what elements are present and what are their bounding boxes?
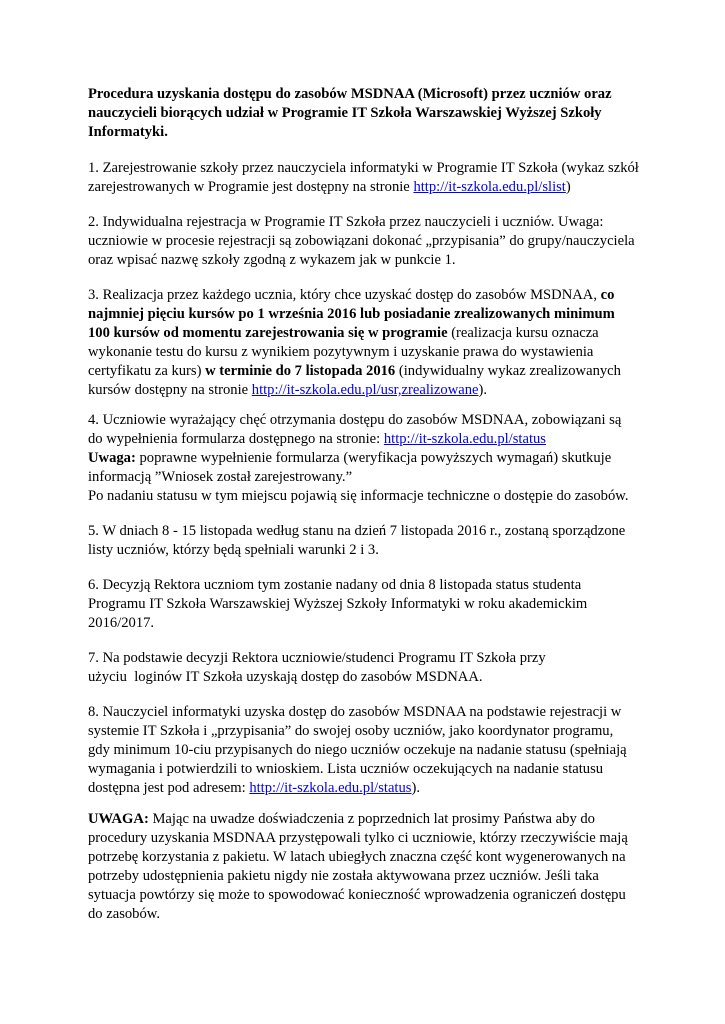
bold-text: 100 kursów od momentu zarejestrowania się w programie [88, 325, 448, 341]
paragraph-8 [88, 703, 648, 798]
text-line: 2. Indywidualna rejestracja w Programie IT Szkoła przez nauczycieli i uczniów. Uwaga: [88, 214, 604, 230]
text-line: potrzeby udostępnienia pakietu nigdy nie została aktywowana przez uczniów. Jeśli taka [88, 868, 599, 884]
paragraph-warning [88, 810, 648, 924]
text-span: dostępna jest pod adresem: [88, 780, 250, 796]
paragraph-3 [88, 286, 648, 400]
text-line: wymagania i potwierdzili to wnioskiem. Lista uczniów oczekujących na nadanie statusu [88, 761, 604, 777]
text-line: informacją ”Wniosek został zarejestrowany.” [88, 469, 353, 485]
text-span: kursów dostępny na stronie [88, 382, 252, 398]
text-line: listy uczniów, którzy będą spełniali warunki 2 i 3. [88, 542, 379, 558]
completed-courses-link[interactable]: http://it-szkola.edu.pl/usr,zrealizowane [251, 382, 479, 398]
text-line [88, 178, 648, 197]
text-line: sytuacja powtórzy się może to spowodować konieczność wprowadzenia ograniczeń dostępu [88, 887, 626, 903]
text-line: do zasobów. [88, 906, 161, 922]
title-line: Informatyki. [88, 124, 168, 140]
text-line: systemie IT Szkoła i „przypisania” do swojej osoby uczniów, jako koordynator programu, [88, 723, 614, 739]
text-line: Po nadaniu statusu w tym miejscu pojawią się informacje techniczne o dostępie do zasobów. [88, 488, 629, 504]
status-link[interactable]: http://it-szkola.edu.pl/status [249, 780, 412, 796]
text-line: oraz wpisać nazwę szkoły zgodną z wykazem jak w punkcie 1. [88, 252, 456, 268]
text-line [88, 810, 648, 829]
text-line: użyciu loginów IT Szkoła uzyskają dostęp do zasobów MSDNAA. [88, 669, 483, 685]
text-line [88, 430, 648, 449]
text-line: procedury uzyskania MSDNAA przystępowali tylko ci uczniowie, którzy rzeczywiście mają [88, 830, 628, 846]
text-span: poprawne wypełnienie formularza (weryfikacja powyższych wymagań) skutkuje [135, 450, 612, 466]
title-line: Procedura uzyskania dostępu do zasobów MSDNAA (Microsoft) przez uczniów oraz [88, 86, 612, 102]
text-line [88, 449, 648, 468]
document-title [88, 85, 648, 142]
title-line: nauczycieli biorących udział w Programie IT Szkoła Warszawskiej Wyższej Szkoły [88, 105, 602, 121]
paragraph-7 [88, 649, 648, 687]
text-line: wykonanie testu do kursu z wynikiem pozytywnym i uzyskanie prawa do wystawienia [88, 344, 594, 360]
text-line: 5. W dniach 8 - 15 listopada według stanu na dzień 7 listopada 2016 r., zostaną sporządzone [88, 523, 626, 539]
text-line [88, 381, 648, 400]
text-line [88, 324, 648, 343]
text-span: ). [478, 382, 488, 398]
bold-text: Uwaga: [88, 450, 136, 466]
text-span: zarejestrowanych w Programie jest dostępny na stronie [88, 179, 414, 195]
school-list-link[interactable]: http://it-szkola.edu.pl/slist [413, 179, 566, 195]
text-line [88, 362, 648, 381]
text-line: 8. Nauczyciel informatyki uzyska dostęp do zasobów MSDNAA na podstawie rejestracji w [88, 704, 622, 720]
paragraph-5 [88, 522, 648, 560]
text-line: 7. Na podstawie decyzji Rektora uczniowie/studenci Programu IT Szkoła przy [88, 650, 546, 666]
bold-text: najmniej pięciu kursów po 1 września 2016 lub posiadanie zrealizowanych minimum [88, 306, 615, 322]
text-span: 3. Realizacja przez każdego ucznia, który chce uzyskać dostęp do zasobów MSDNAA, [88, 287, 601, 303]
status-form-link[interactable]: http://it-szkola.edu.pl/status [383, 431, 546, 447]
bold-text: co [600, 287, 615, 303]
paragraph-6 [88, 576, 648, 633]
text-span: certyfikatu za kurs) [88, 363, 206, 379]
paragraph-1 [88, 159, 648, 197]
text-line: Programu IT Szkoła Warszawskiej Wyższej Szkoły Informatyki w roku akademickim [88, 596, 588, 612]
text-line: 6. Decyzją Rektora uczniom tym zostanie nadany od dnia 8 listopada status studenta [88, 577, 582, 593]
paragraph-4 [88, 411, 648, 506]
paragraph-2 [88, 213, 648, 270]
text-span: ). [411, 780, 420, 796]
text-line: gdy minimum 10-ciu przypisanych do niego uczniów oczekuje na nadanie statusu (spełniają [88, 742, 627, 758]
text-line: potrzebę korzystania z pakietu. W latach ubiegłych znaczna część kont wygenerowanych na [88, 849, 626, 865]
text-span: (realizacja kursu oznacza [447, 325, 599, 341]
text-span: Mając na uwadze doświadczenia z poprzednich lat prosimy Państwa aby do [148, 811, 595, 827]
text-line [88, 305, 648, 324]
text-span: ) [565, 179, 571, 195]
bold-text: UWAGA: [88, 811, 149, 827]
text-line: 1. Zarejestrowanie szkoły przez nauczyciela informatyki w Programie IT Szkoła (wykaz szkół [88, 160, 639, 176]
bold-text: w terminie do 7 listopada 2016 [205, 363, 396, 379]
text-span: (indywidualny wykaz zrealizowanych [395, 363, 621, 379]
text-line: 2016/2017. [88, 615, 155, 631]
text-span: do wypełnienia formularza dostępnego na stronie: [88, 431, 384, 447]
text-line: 4. Uczniowie wyrażający chęć otrzymania dostępu do zasobów MSDNAA, zobowiązani są [88, 412, 622, 428]
text-line: uczniowie w procesie rejestracji są zobowiązani dokonać „przypisania” do grupy/nauczyciela [88, 233, 635, 249]
text-line [88, 286, 648, 305]
text-line [88, 779, 648, 798]
